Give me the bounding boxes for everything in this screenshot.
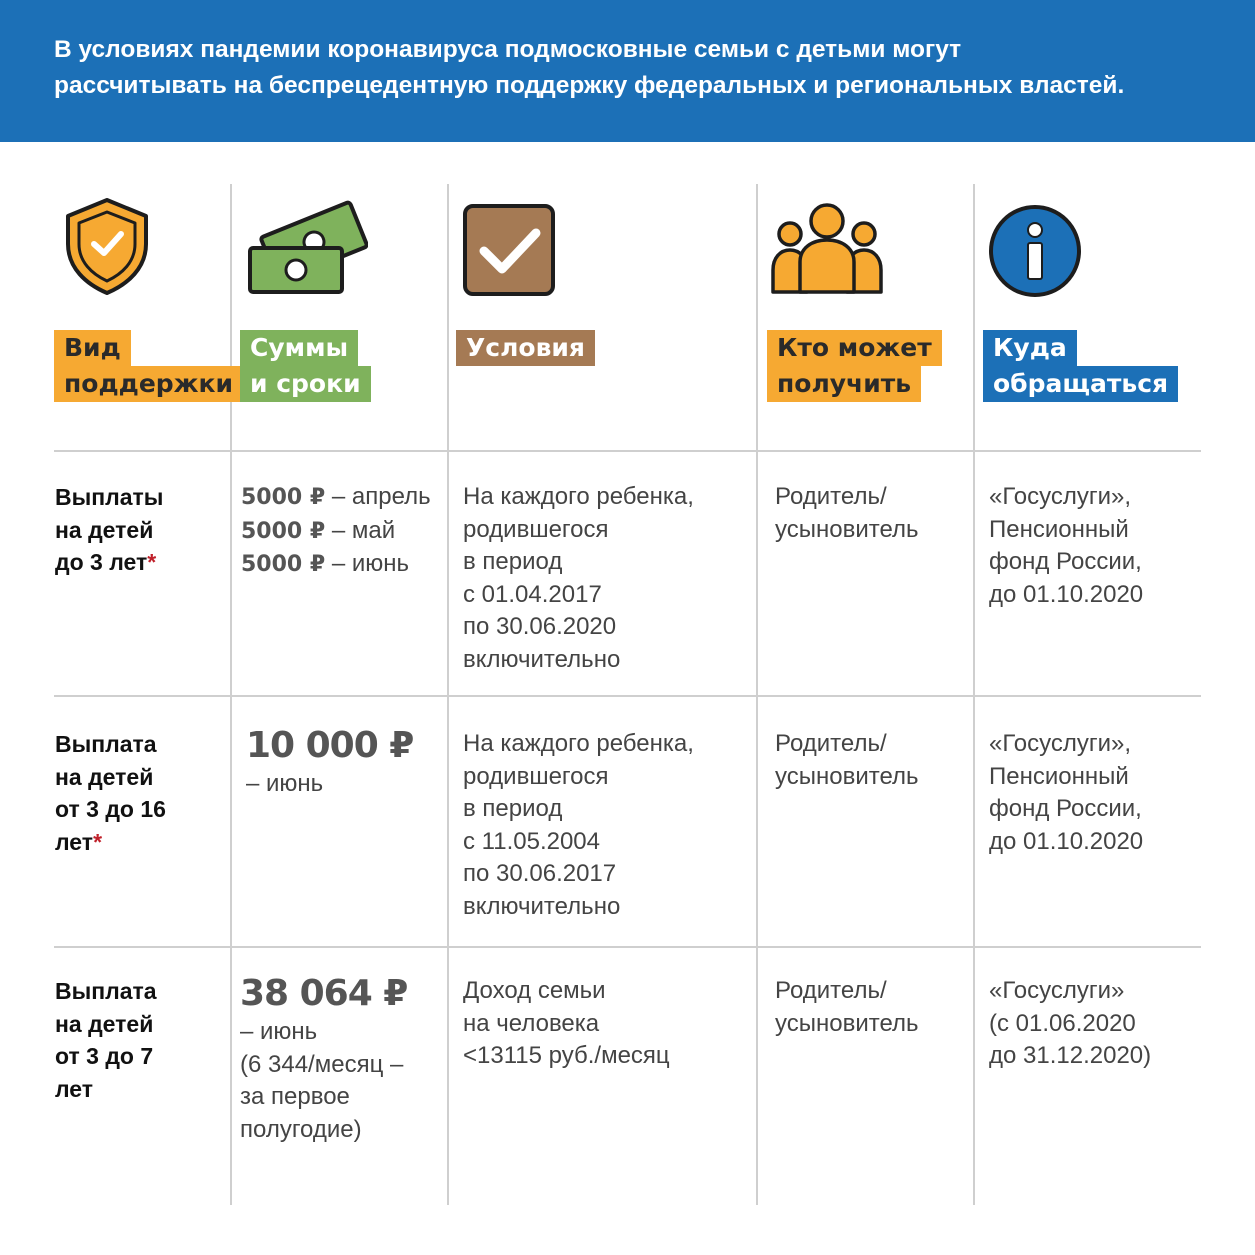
row3-type-line: от 3 до 7 <box>55 1043 154 1069</box>
who-line: Родитель/ <box>775 483 887 510</box>
row3-type-line: на детей <box>55 1010 154 1037</box>
amount-value: 5000 ₽ <box>241 518 326 544</box>
header-who-line1: Кто может <box>767 330 942 366</box>
where-line: фонд России, <box>989 795 1142 822</box>
big-amount: 10 000 ₽ <box>246 725 414 766</box>
condition-line: На каждого ребенка, <box>463 730 694 757</box>
who-line: усыновитель <box>775 515 919 543</box>
header-support-type-line2: поддержки <box>54 366 243 402</box>
who-line: усыновитель <box>775 1009 919 1037</box>
condition-line: по 30.06.2020 <box>463 613 617 640</box>
header-where-line1: Куда <box>983 330 1077 366</box>
header-support-type <box>54 330 243 402</box>
footnote-star: * <box>147 549 157 575</box>
banner-line-1: В условиях пандемии коронавируса подмосковные семьи с детьми могут <box>54 36 962 63</box>
condition-line: включительно <box>463 645 621 673</box>
row1-where <box>989 481 1143 611</box>
where-line: Пенсионный <box>989 515 1129 543</box>
amount-line: за первое <box>240 1083 350 1110</box>
row-divider <box>54 946 1201 948</box>
who-line: Родитель/ <box>775 977 887 1004</box>
row1-type-line: Выплаты <box>55 484 164 510</box>
where-line: «Госуслуги», <box>989 730 1131 757</box>
row1-amounts <box>241 481 431 582</box>
condition-line: в период <box>463 548 563 575</box>
header-support-type-line1: Вид <box>54 330 131 366</box>
amount-period: – июнь <box>325 550 410 577</box>
checkbox-icon <box>462 203 556 302</box>
amount-line: – июнь <box>240 1018 318 1045</box>
condition-line: Доход семьи <box>463 977 606 1004</box>
row1-support-type <box>55 481 163 579</box>
condition-line: с 11.05.2004 <box>463 827 601 855</box>
amount-value: 5000 ₽ <box>241 485 326 510</box>
row2-amounts <box>246 724 413 801</box>
header-where <box>983 330 1178 402</box>
header-where-line2: обращаться <box>983 366 1178 402</box>
row2-who <box>775 728 919 793</box>
header-who <box>767 330 942 402</box>
row2-support-type <box>55 728 166 858</box>
amount-line: полугодие) <box>240 1115 362 1143</box>
row-divider <box>54 450 1201 452</box>
condition-line: с 01.04.2017 <box>463 580 602 608</box>
condition-line: в период <box>463 795 563 822</box>
where-line: до 01.10.2020 <box>989 580 1144 608</box>
condition-line: родившегося <box>463 515 609 543</box>
where-line: до 01.10.2020 <box>989 827 1144 855</box>
row1-type-line: на детей <box>55 516 154 543</box>
info-icon <box>987 203 1083 304</box>
where-line: «Госуслуги» <box>989 977 1125 1004</box>
money-icon <box>244 198 368 303</box>
where-line: фонд России, <box>989 548 1142 575</box>
row2-where <box>989 728 1143 858</box>
header-conditions-line1: Условия <box>456 330 595 366</box>
row2-type-line: Выплата <box>55 731 157 757</box>
row2-type-line: на детей <box>55 763 154 790</box>
row2-conditions <box>463 728 694 923</box>
where-line: (с 01.06.2020 <box>989 1009 1136 1037</box>
row-divider <box>54 695 1201 697</box>
condition-line: <13115 руб./месяц <box>463 1042 670 1069</box>
header-amounts-line2: и сроки <box>240 366 371 402</box>
row3-amounts <box>240 972 407 1146</box>
who-line: Родитель/ <box>775 730 887 757</box>
where-line: «Госуслуги», <box>989 483 1131 510</box>
condition-line: включительно <box>463 892 621 920</box>
row3-who <box>775 975 919 1040</box>
amount-value: 5000 ₽ <box>241 552 326 577</box>
condition-line: На каждого ребенка, <box>463 483 694 510</box>
condition-line: родившегося <box>463 762 609 790</box>
amount-period: – апрель <box>325 483 431 510</box>
where-line: до 31.12.2020) <box>989 1042 1152 1069</box>
row1-conditions <box>463 481 694 676</box>
amount-line: (6 344/месяц – <box>240 1050 404 1078</box>
header-amounts <box>240 330 371 402</box>
amount-line: – июнь <box>246 770 324 797</box>
condition-line: на человека <box>463 1009 600 1037</box>
row2-type-line: лет <box>55 828 94 855</box>
row3-type-line: Выплата <box>55 978 157 1004</box>
shield-check-icon <box>62 196 152 301</box>
row1-who <box>775 481 919 546</box>
row2-type-line: от 3 до 16 <box>55 796 166 822</box>
footnote-star: * <box>93 828 103 855</box>
row1-type-line: до 3 лет <box>55 549 148 575</box>
header-conditions <box>456 330 595 366</box>
amount-period: – май <box>325 516 396 544</box>
row3-conditions <box>463 975 670 1073</box>
where-line: Пенсионный <box>989 762 1129 790</box>
header-who-line2: получить <box>767 366 921 402</box>
condition-line: по 30.06.2017 <box>463 860 617 887</box>
who-line: усыновитель <box>775 762 919 790</box>
row3-where <box>989 975 1151 1073</box>
banner-line-2: рассчитывать на беспрецедентную поддержку федеральных и региональных властей. <box>54 72 1125 99</box>
header-banner <box>0 0 1255 142</box>
header-amounts-line1: Суммы <box>240 330 358 366</box>
people-icon <box>770 198 884 303</box>
row3-type-line: лет <box>55 1075 94 1102</box>
big-amount: 38 064 ₽ <box>240 973 408 1014</box>
banner-text <box>54 32 1224 104</box>
row3-support-type <box>55 975 157 1105</box>
